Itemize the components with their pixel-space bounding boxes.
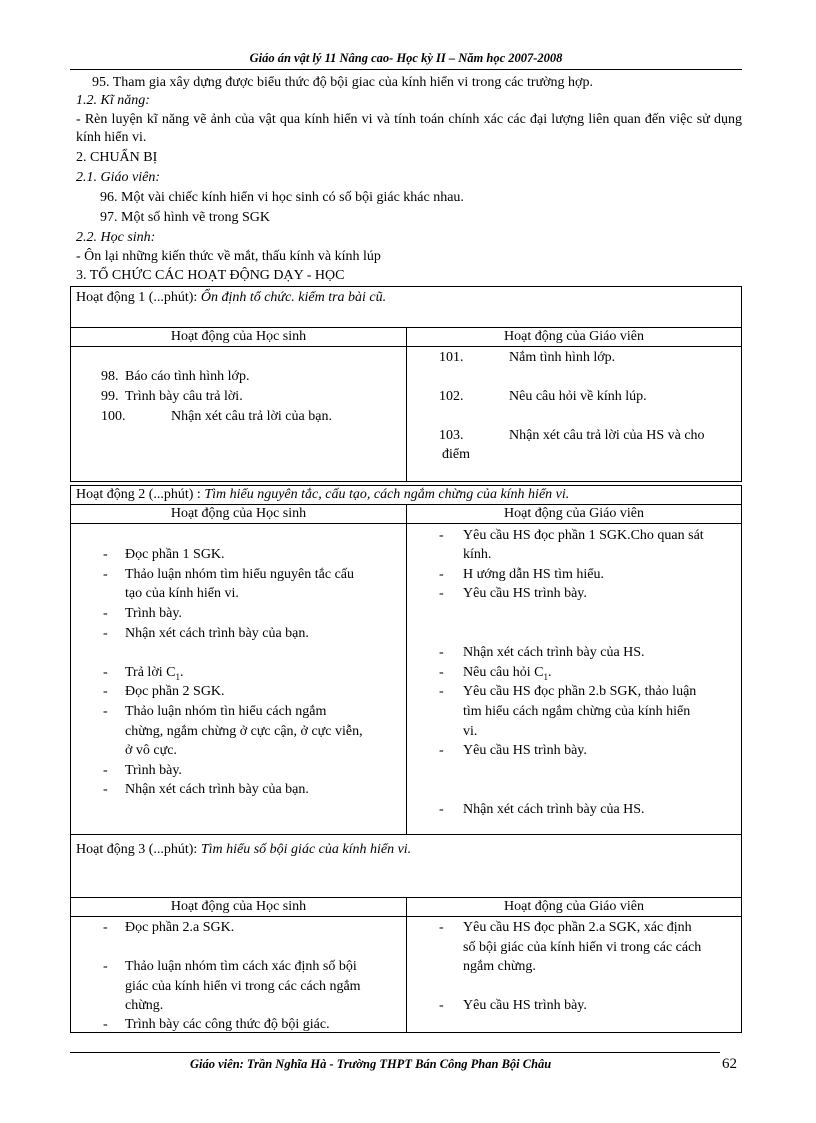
prep-item-97: 97. Một số hình vẽ trong SGK — [100, 210, 270, 225]
answer-c1-text: Trả lời C — [125, 665, 176, 680]
a1-student-num: 98. — [101, 369, 119, 384]
bullet: - — [439, 802, 444, 817]
activity-3-prefix: Hoạt động 3 (...phút): — [76, 842, 198, 857]
teacher-prep-heading: 2.1. Giáo viên: — [76, 170, 160, 185]
a2-student-item: tạo của kính hiển vi. — [125, 586, 239, 601]
bullet: - — [439, 684, 444, 699]
a3-student-item: Đọc phần 2.a SGK. — [125, 920, 235, 935]
a2-teacher-item: Yêu cầu HS trình bày. — [463, 743, 587, 758]
bullet: - — [439, 567, 444, 582]
page-footer: Giáo viên: Trần Nghĩa Hà - Trường THPT Bán Công Phan Bội Châu — [190, 1057, 552, 1071]
a2-teacher-item: Nhận xét cách trình bày của HS. — [463, 802, 645, 817]
a1-teacher-text: Nhận xét câu trả lời của HS và cho — [509, 428, 705, 443]
skills-text: - Rèn luyện kĩ năng vẽ ảnh của vật qua kính hiển vi và tính toán chính xác các đại lượng liên quan đến việc sử dụng kính hiển vi. — [76, 112, 742, 145]
bullet: - — [103, 626, 108, 641]
activity-2-prefix: Hoạt động 2 (...phút) : — [76, 487, 201, 502]
a2-student-item: Thảo luận nhóm tìn hiểu cách ngắm — [125, 704, 327, 719]
bullet: - — [439, 645, 444, 660]
a1-teacher-text: Nêu câu hỏi về kính lúp. — [509, 389, 647, 404]
bullet: - — [439, 528, 444, 543]
a2-teacher-item: Yêu cầu HS đọc phần 1 SGK.Cho quan sát — [463, 528, 704, 543]
a3-student-item: Thảo luận nhóm tìm cách xác định số bội — [125, 959, 357, 974]
a2-teacher-item: Yêu cầu HS trình bày. — [463, 586, 587, 601]
a1-teacher-num: 103. — [439, 428, 464, 443]
activity-3-title: Tìm hiểu số bội giác của kính hiển vi. — [200, 842, 412, 857]
bullet: - — [103, 704, 108, 719]
a1-student-text: Nhận xét câu trả lời của bạn. — [171, 409, 332, 424]
a2-student-col-header: Hoạt động của Học sinh — [170, 506, 307, 521]
bullet: - — [103, 920, 108, 935]
a2-teacher-item: Nêu câu hỏi $C_1$. — [463, 665, 552, 682]
question-c1-text: Nêu câu hỏi C — [463, 665, 544, 680]
bullet: - — [103, 1017, 108, 1032]
bullet: - — [103, 782, 108, 797]
a3-student-item: Trình bày các công thức độ bội giác. — [125, 1017, 330, 1032]
activity-2-title: Tìm hiểu nguyên tắc, cấu tạo, cách ngắm chừng của kính hiển vi. — [204, 487, 570, 502]
activity-1-prefix: Hoạt động 1 (...phút): — [76, 290, 198, 305]
a2-teacher-item: kính. — [463, 547, 492, 562]
a2-student-item: chừng, ngắm chừng ở cực cận, ở cực viễn, — [125, 724, 363, 739]
prep-heading: 2. CHUẨN BỊ — [76, 150, 158, 165]
bullet: - — [439, 743, 444, 758]
skills-heading: 1.2. Kĩ năng: — [76, 93, 150, 108]
a1-teacher-num: 101. — [439, 350, 464, 365]
bullet: - — [103, 606, 108, 621]
a2-student-item: Trình bày. — [125, 763, 182, 778]
page-number: 62 — [722, 1056, 737, 1072]
bullet: - — [103, 959, 108, 974]
a2-student-item: Thảo luận nhóm tìm hiểu nguyên tắc cấu — [125, 567, 354, 582]
a2-student-item: Trả lời $C_1$. — [125, 665, 184, 682]
footer-rule — [70, 1052, 720, 1053]
a2-teacher-item: tìm hiểu cách ngắm chừng của kính hiển — [463, 704, 691, 719]
a3-teacher-item: Yêu cầu HS trình bày. — [463, 998, 587, 1013]
a3-teacher-item: số bội giác của kính hiển vi trong các cách — [463, 940, 702, 955]
header-rule — [70, 69, 742, 70]
activity-2-table — [70, 485, 742, 835]
objective-95: 95. Tham gia xây dựng được biểu thức độ bội giac của kính hiển vi trong các trường hợp. — [92, 75, 593, 90]
a1-student-text: Trình bày câu trả lời. — [125, 389, 243, 404]
a3-student-item: giác của kính hiển vi trong các cách ngắm — [125, 979, 361, 994]
a2-teacher-item: Yêu cầu HS đọc phần 2.b SGK, thảo luận — [463, 684, 697, 699]
a3-teacher-col-header: Hoạt động của Giáo viên — [504, 899, 644, 914]
bullet: - — [439, 998, 444, 1013]
a1-teacher-num: 102. — [439, 389, 464, 404]
a2-teacher-item: vi. — [463, 724, 478, 739]
a1-teacher-col-header: Hoạt động của Giáo viên — [504, 329, 644, 344]
bullet: - — [439, 665, 444, 680]
subscript: 1 — [175, 671, 180, 682]
bullet: - — [103, 567, 108, 582]
a2-teacher-col-header: Hoạt động của Giáo viên — [504, 506, 644, 521]
a2-student-item: ở vô cực. — [125, 743, 177, 758]
a1-student-col-header: Hoạt động của Học sinh — [170, 329, 307, 344]
bullet: - — [103, 763, 108, 778]
bullet: - — [439, 586, 444, 601]
a2-student-item: Trình bày. — [125, 606, 182, 621]
a3-teacher-item: ngắm chừng. — [463, 959, 536, 974]
bullet: - — [103, 684, 108, 699]
a3-student-col-header: Hoạt động của Học sinh — [170, 899, 307, 914]
a1-teacher-text: Nắm tình hình lớp. — [509, 350, 616, 365]
student-prep-text: - Ôn lại những kiến thức về mắt, thấu kính và kính lúp — [76, 249, 381, 264]
bullet: - — [103, 665, 108, 680]
a2-student-item: Nhận xét cách trình bày của bạn. — [125, 782, 309, 797]
prep-item-96: 96. Một vài chiếc kính hiển vi học sinh có số bội giác khác nhau. — [100, 190, 464, 205]
a1-student-num: 99. — [101, 389, 119, 404]
a2-student-item: Đọc phần 2 SGK. — [125, 684, 225, 699]
a3-teacher-item: Yêu cầu HS đọc phần 2.a SGK, xác định — [463, 920, 692, 935]
organization-heading: 3. TỔ CHỨC CÁC HOẠT ĐỘNG DẠY - HỌC — [76, 268, 345, 283]
subscript: 1 — [543, 671, 548, 682]
student-prep-heading: 2.2. Học sinh: — [76, 230, 156, 245]
activity-1-table — [70, 286, 742, 482]
a3-student-item: chừng. — [125, 998, 164, 1013]
a1-student-num: 100. — [101, 409, 126, 424]
page-header: Giáo án vật lý 11 Nâng cao- Học kỳ II – Năm học 2007-2008 — [249, 51, 563, 65]
activity-1-title: Ổn định tổ chức. kiểm tra bài cũ. — [200, 290, 387, 305]
bullet: - — [439, 920, 444, 935]
activity-3-table — [70, 834, 742, 1033]
a2-teacher-item: Nhận xét cách trình bày của HS. — [463, 645, 645, 660]
a2-teacher-item: H ướng dẫn HS tìm hiểu. — [463, 567, 604, 582]
a1-teacher-text-cont: điểm — [442, 447, 470, 462]
bullet: - — [103, 547, 108, 562]
a1-student-text: Báo cáo tình hình lớp. — [125, 369, 250, 384]
a2-student-item: Đọc phần 1 SGK. — [125, 547, 225, 562]
a2-student-item: Nhận xét cách trình bày của bạn. — [125, 626, 309, 641]
